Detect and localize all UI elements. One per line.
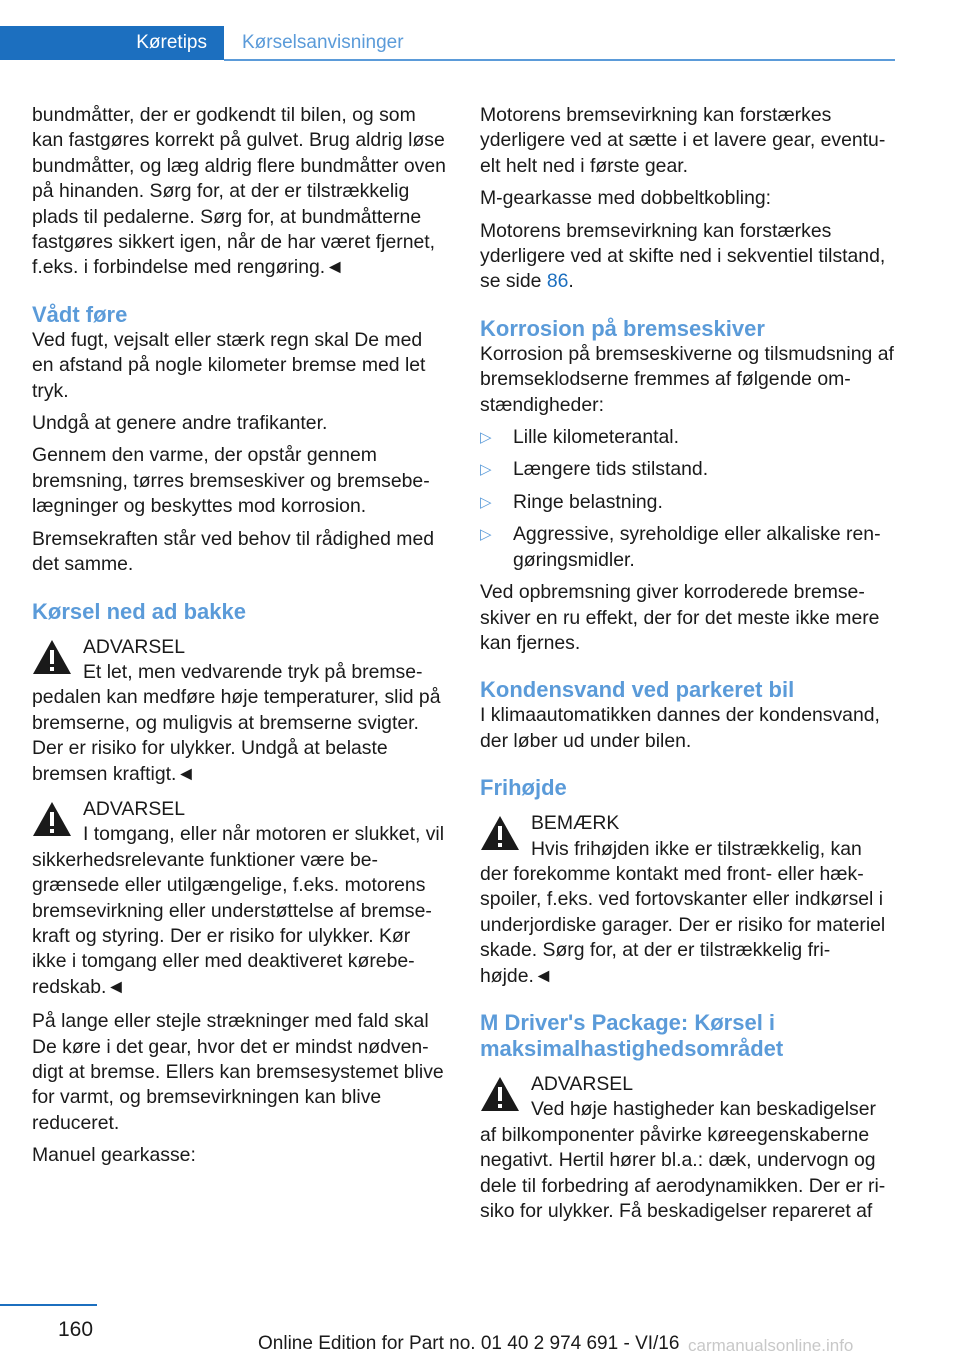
watermark: carmanualsonline.info xyxy=(688,1336,854,1355)
page-number-rule xyxy=(0,1304,97,1306)
paragraph: Korrosion på bremseskiverne og tilsmudsning af bremseklodserne fremmes af følgende omstændigheder: xyxy=(480,342,894,416)
warning-triangle-icon xyxy=(480,815,520,851)
page-number: 160 xyxy=(58,1318,94,1341)
paragraph: Ved fugt, vejsalt eller stærk regn skal De med en afstand på nogle kilometer bremse med let tryk. xyxy=(32,328,426,402)
list-item: ▷ Længere tids stilstand. xyxy=(480,457,895,482)
warning-block xyxy=(32,797,447,1000)
warning-title: ADVARSEL xyxy=(531,1072,634,1095)
triangle-bullet-icon: ▷ xyxy=(480,429,492,447)
warning-title: ADVARSEL xyxy=(83,797,186,820)
notice-text: Hvis frihøjden ikke er tilstrækkelig, kan der forekomme kontakt med front- eller hækspoiler, f.eks. ved fortovskanter eller indkørsel i underjordiske garager. Der er risiko for materiel skade. Sørg for, at der er tilstrækkelig frihøjde.◄ xyxy=(480,837,886,987)
edition-footer: Online Edition for Part no. 01 40 2 974 691 - VI/16 xyxy=(258,1333,680,1354)
paragraph: I klimaautomatikken dannes der kondensvand, der løber ud under bilen. xyxy=(480,704,880,752)
heading-downhill: Kørsel ned ad bakke xyxy=(32,598,246,624)
text: . xyxy=(568,270,574,293)
bullet-list xyxy=(480,425,895,573)
triangle-bullet-icon: ▷ xyxy=(480,493,492,511)
paragraph: Gennem den varme, der opstår gennem bremsning, tørres bremseskiver og bremsebelægninger og beskyttes mod korrosion. xyxy=(32,444,430,518)
paragraph: Bremsekraften står ved behov til rådighed med det samme. xyxy=(32,527,435,576)
list-item: ▷ Ringe belastning. xyxy=(480,490,895,515)
notice-title: BEMÆRK xyxy=(531,812,620,835)
text: Motorens bremsevirkning kan forstærkes yderligere ved at skifte ned i sekventiel tilstand, se side xyxy=(480,219,886,293)
warning-triangle-icon xyxy=(32,801,72,837)
heading-m-drivers-package: M Driver's Package: Kørsel i maksimalhastighedsområdet xyxy=(480,1009,784,1061)
paragraph: Motorens bremsevirkning kan forstærkes yderligere ved at sætte i et lavere gear, eventuelt helt ned i første gear. xyxy=(480,104,886,177)
triangle-bullet-icon: ▷ xyxy=(480,526,492,544)
chapter-tab-active[interactable]: Køretips xyxy=(0,26,224,60)
warning-text: Ved høje hastigheder kan beskadigelser af bilkomponenter påvirke køreegenskaberne negativt. Hertil hører bl.a.: dæk, undervogn og dele til forbedring af aerodynamikken. Der er risiko for ulykker. Få beskadigelser repareret af xyxy=(480,1098,886,1222)
paragraph: M-gearkasse med dobbeltkobling: xyxy=(480,187,772,210)
paragraph: Manuel gearkasse: xyxy=(32,1144,196,1167)
right-column xyxy=(480,103,895,1233)
warning-block xyxy=(480,1072,895,1224)
section-tab[interactable]: Kørselsanvisninger xyxy=(242,32,404,53)
list-item: ▷ Aggressive, syreholdige eller alkaliske rengøringsmidler. xyxy=(480,523,881,571)
paragraph: På lange eller stejle strækninger med fald skal De køre i det gear, hvor det er mindst nødvendigt at bremse. Ellers kan bremsesystemet blive for varmt, og bremsevirkningen kan blive reduceret. xyxy=(32,1010,444,1134)
paragraph: Ved opbremsning giver korroderede bremseskiver en ru effekt, der for det meste ikke mere kan fjernes. xyxy=(480,581,880,654)
heading-wet-roads: Vådt føre xyxy=(32,301,128,327)
page-link[interactable]: 86 xyxy=(546,270,569,293)
paragraph-page-ref xyxy=(480,219,895,295)
heading-condensate: Kondensvand ved parkeret bil xyxy=(480,677,795,703)
triangle-bullet-icon: ▷ xyxy=(480,461,492,479)
warning-text: I tomgang, eller når motoren er slukket, vil sikkerhedsrelevante funktioner være begrænsede eller utilgængelige, f.eks. motorens bremsevirkning eller understøttelse af bremsekraft og styring. Der er risiko for ulykker. Kør ikke i tomgang eller med deaktiveret køreberedskab.◄ xyxy=(32,823,445,998)
page-header xyxy=(0,26,895,62)
warning-title: ADVARSEL xyxy=(83,635,186,658)
heading-ground-clearance: Frihøjde xyxy=(480,775,567,801)
header-rule xyxy=(224,59,895,61)
left-column xyxy=(32,103,447,1176)
paragraph: Undgå at genere andre trafikanter. xyxy=(32,412,328,435)
paragraph-floor-mats: bundmåtter, der er godkendt til bilen, og som kan fastgøres korrekt på gulvet. Brug aldrig løse bundmåtter, og læg aldrig flere bundmåtter oven på hinanden. Sørg for, at der er tilstrækkelig plads til pedalerne. Sørg for, at bundmåtterne fastgøres sikkert igen, når de har været fjernet, f.eks. i forbindelse med rengøring.◄ xyxy=(32,104,446,279)
warning-block xyxy=(32,635,447,787)
warning-triangle-icon xyxy=(32,639,72,675)
warning-triangle-icon xyxy=(480,1076,520,1112)
warning-text: Et let, men vedvarende tryk på bremsepedalen kan medføre høje temperaturer, slid på bremserne, og muligvis at bremserne svigter. Der er risiko for ulykker. Undgå at belaste bremsen kraftigt.◄ xyxy=(32,660,441,785)
list-item: ▷ Lille kilometerantal. xyxy=(480,425,895,450)
notice-block xyxy=(480,811,895,989)
heading-brake-corrosion: Korrosion på bremseskiver xyxy=(480,315,765,341)
